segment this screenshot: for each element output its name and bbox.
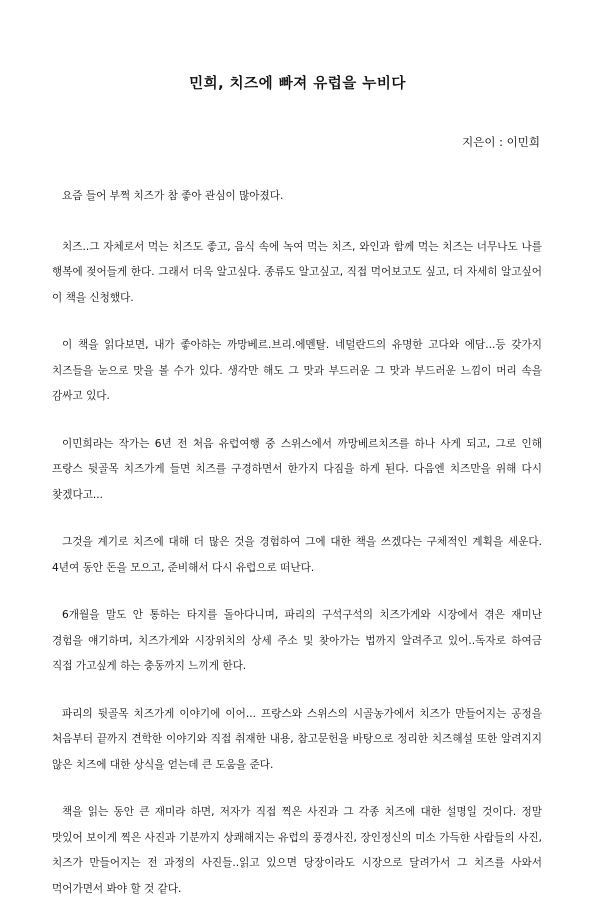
paragraph-7: 파리의 뒷골목 치즈가게 이야기에 이어... 프랑스와 스위스의 시골농가에서 치즈가 만들어지는 공정을 처음부터 끝까지 견학한 이야기와 직접 취재한 내용, 참고문헌을 바탕으로 정리한 치즈해설 또한 알려지지 않은 치즈에 대한 상식을 얻는데 큰 도움을 준다. bbox=[52, 707, 542, 771]
paragraph-3: 이 책을 읽다보면, 내가 좋아하는 까망베르.브리.에멘탈. 네덜란드의 유명한 고다와 에담...등 갖가지 치즈들을 눈으로 맛을 볼 수가 있다. 생각만 해도 그 맛과 부드러운 그 맛과 부드러운 느낌이 머리 속을 감싸고 있다. bbox=[52, 339, 542, 402]
paragraph-1: 요즘 들어 부쩍 치즈가 참 좋아 관심이 많아졌다. bbox=[62, 190, 284, 202]
paragraph-2: 치즈..그 자체로서 먹는 치즈도 좋고, 음식 속에 녹여 먹는 치즈, 와인과 함께 먹는 치즈는 너무나도 나를 행복에 젖어들게 한다. 그래서 더욱 알고싶다. 종류도 알고싶고, 직접 먹어보고도 싶고, 더 자세히 알고싶어 이 책을 신청했다. bbox=[52, 240, 542, 304]
document-body bbox=[52, 184, 542, 924]
paragraph-6: 6개월을 말도 안 통하는 타지를 돌아다니며, 파리의 구석구석의 치즈가게와 시장에서 겪은 재미난 경험을 얘기하며, 치즈가게와 시장위치의 상세 주소 및 찾아가는 법까지 알려주고 있어..독자로 하여금 직접 가고싶게 하는 충동까지 느끼게 한다. bbox=[52, 609, 542, 672]
document-title: 민희, 치즈에 빠져 유럽을 누비다 bbox=[189, 76, 406, 92]
paragraph-8: 책을 읽는 동안 큰 재미라 하면, 저자가 직접 찍은 사진과 그 각종 치즈에 대한 설명일 것이다. 정말 맛있어 보이게 찍은 사진과 기분까지 상쾌해지는 유럽의 풍경사진, 장인정신의 미소 가득한 사람들의 사진, 치즈가 만들어지는 전 과정의 사진들..읽고 있으면 당장이라도 시장으로 달려가서 그 치즈를 사와서 먹어가면서 봐야 할 것 같다. bbox=[52, 806, 542, 895]
author-line: 지은이 : 이민희 bbox=[462, 135, 540, 149]
paragraph-4: 이민희라는 작가는 6년 전 처음 유럽여행 중 스위스에서 까망베르치즈를 하나 사게 되고, 그로 인해 프랑스 뒷골목 치즈가게 들면 치즈를 구경하면서 한가지 다짐을 하게 된다. 다음엔 치즈만을 위해 다시 찾겠다고... bbox=[52, 437, 542, 501]
paragraph-5: 그것을 계기로 치즈에 대해 더 많은 것을 경험하여 그에 대한 책을 쓰겠다는 구체적인 계획을 세운다. 4년여 동안 돈을 모으고, 준비해서 다시 유럽으로 떠난다. bbox=[52, 536, 542, 574]
